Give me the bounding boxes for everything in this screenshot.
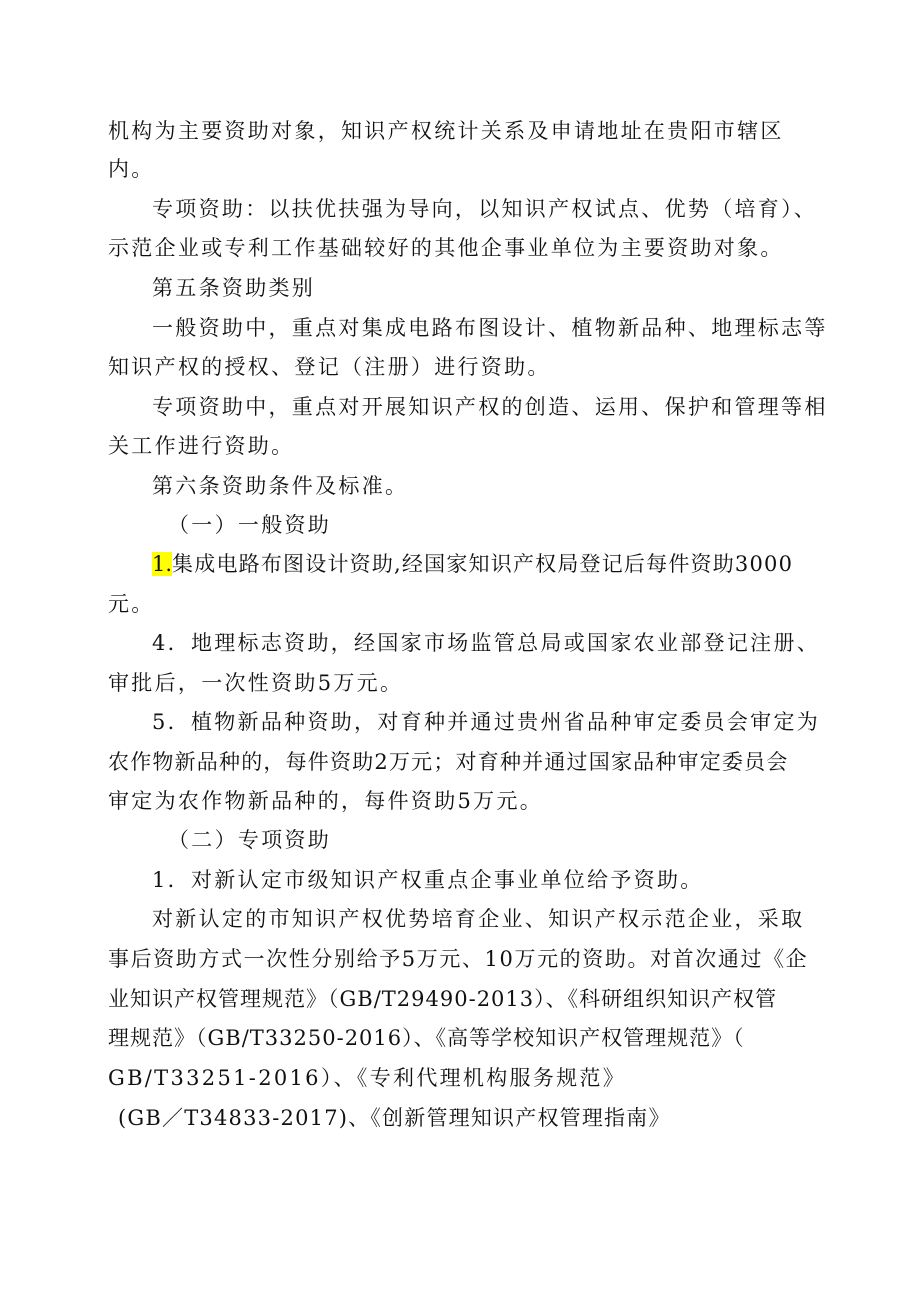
paragraph-line: 审定为农作物新品种的，每件资助5万元。 <box>108 789 544 813</box>
paragraph-line: 关工作进行资助。 <box>108 434 295 458</box>
paragraph-line: 1．对新认定市级知识产权重点企事业单位给予资助。 <box>152 868 704 892</box>
article-heading: 第六条资助条件及标准。 <box>152 474 409 498</box>
paragraph-line: 理规范》（GB/T33250-2016）、《高等学校知识产权管理规范》（ <box>108 1026 745 1050</box>
paragraph-text: 集成电路布图设计资助,经国家知识产权局登记后每件资助3000 <box>172 552 794 576</box>
paragraph-line: 业知识产权管理规范》（GB/T29490-2013）、《科研组织知识产权管 <box>108 987 778 1011</box>
article-heading: 第五条资助类别 <box>152 276 316 300</box>
paragraph-line: 内。 <box>108 157 155 181</box>
paragraph-line: 元。 <box>108 592 155 616</box>
paragraph-line <box>152 550 793 578</box>
paragraph-line: 一般资助中，重点对集成电路布图设计、植物新品种、地理标志等 <box>152 316 828 340</box>
paragraph-line: GB/T33251-2016）、《专利代理机构服务规范》 <box>108 1066 627 1090</box>
paragraph-line: 农作物新品种的，每件资助2万元；对育种并通过国家品种审定委员会 <box>108 750 789 774</box>
paragraph-line: (GB／T34833-2017)、《创新管理知识产权管理指南》 <box>118 1106 671 1130</box>
paragraph-line: 5．植物新品种资助，对育种并通过贵州省品种审定委员会审定为 <box>152 710 821 734</box>
paragraph-line: 知识产权的授权、登记（注册）进行资助。 <box>108 355 551 379</box>
paragraph-line: 4．地理标志资助，经国家市场监管总局或国家农业部登记注册、 <box>152 631 821 655</box>
paragraph-line: 对新认定的市知识产权优势培育企业、知识产权示范企业，采取 <box>152 907 805 931</box>
section-heading: （一）一般资助 <box>168 513 332 537</box>
paragraph-line: 专项资助中，重点对开展知识产权的创造、运用、保护和管理等相 <box>152 395 828 419</box>
highlighted-item-number: 1. <box>152 552 173 576</box>
paragraph-line: 事后资助方式一次性分别给予5万元、10万元的资助。对首次通过《企 <box>108 947 809 971</box>
paragraph-line: 专项资助：以扶优扶强为导向，以知识产权试点、优势（培育）、 <box>152 197 818 221</box>
paragraph-line: 机构为主要资助对象，知识产权统计关系及申请地址在贵阳市辖区 <box>108 119 784 143</box>
paragraph-line: 审批后，一次性资助5万元。 <box>108 671 404 695</box>
section-heading: （二）专项资助 <box>168 828 332 852</box>
paragraph-line: 示范企业或专利工作基础较好的其他企事业单位为主要资助对象。 <box>108 236 784 260</box>
